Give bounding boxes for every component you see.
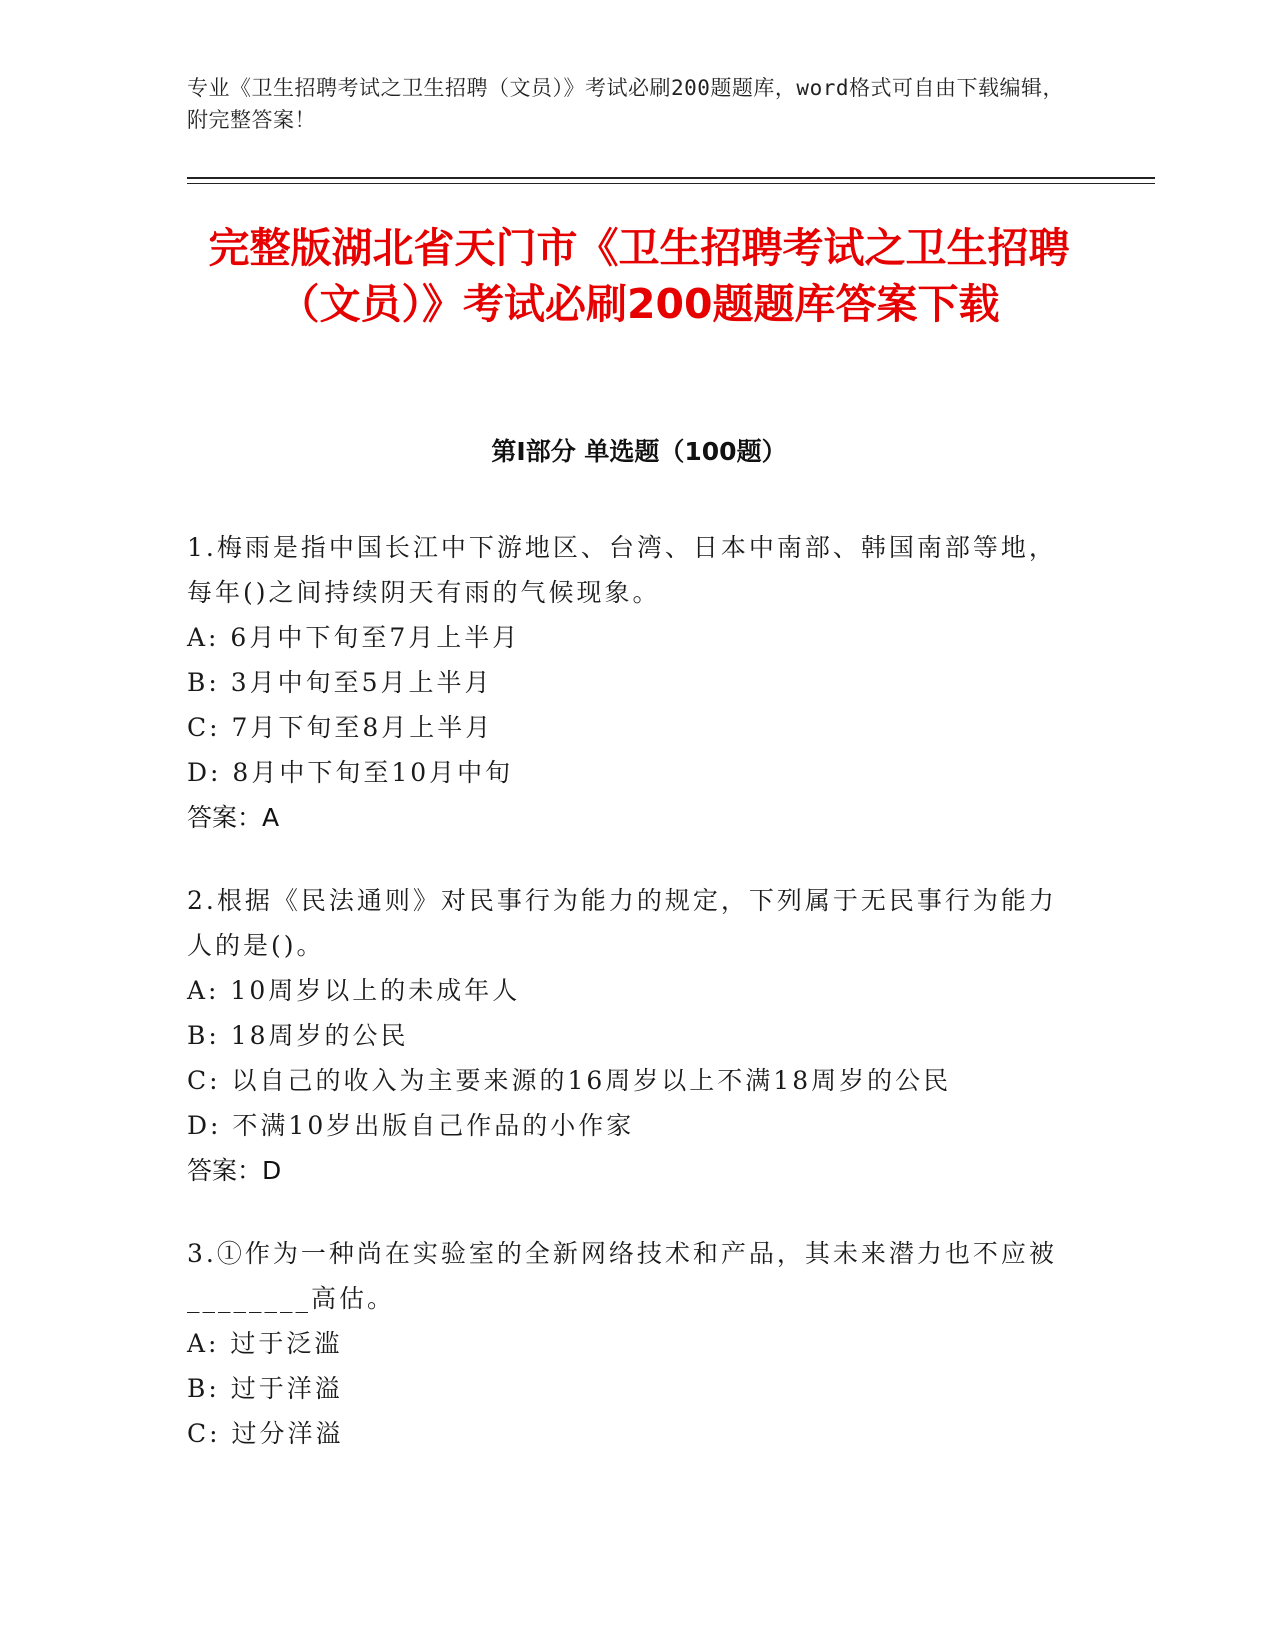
header-divider-thin bbox=[187, 183, 1155, 184]
option-b: B: 3月中旬至5月上半月 bbox=[187, 668, 493, 697]
answer: 答案：D bbox=[187, 1156, 282, 1185]
option-b: B: 过于洋溢 bbox=[187, 1374, 343, 1403]
option-d: D: 不满10岁出版自己作品的小作家 bbox=[187, 1111, 635, 1140]
question-list bbox=[187, 525, 1057, 1494]
option-b: B: 18周岁的公民 bbox=[187, 1021, 409, 1050]
question-2 bbox=[187, 878, 1057, 1193]
option-a: A: 6月中下旬至7月上半月 bbox=[187, 623, 521, 652]
header-divider-thick bbox=[187, 177, 1155, 179]
question-3 bbox=[187, 1231, 1057, 1456]
document-title: 完整版湖北省天门市《卫生招聘考试之卫生招聘（文员）》考试必刷200题题库答案下载 bbox=[208, 224, 1070, 328]
option-a: A: 过于泛滥 bbox=[187, 1329, 343, 1358]
answer: 答案：A bbox=[187, 803, 280, 832]
option-d: D: 8月中下旬至10月中旬 bbox=[187, 758, 514, 787]
section-title: 第I部分 单选题（100题） bbox=[491, 437, 787, 466]
question-stem: 2.根据《民法通则》对民事行为能力的规定，下列属于无民事行为能力人的是()。 bbox=[187, 886, 1057, 960]
question-stem: 3.①作为一种尚在实验室的全新网络技术和产品，其未来潜力也不应被________高估。 bbox=[187, 1239, 1057, 1313]
option-c: C: 以自己的收入为主要来源的16周岁以上不满18周岁的公民 bbox=[187, 1066, 952, 1095]
option-a: A: 10周岁以上的未成年人 bbox=[187, 976, 521, 1005]
question-1 bbox=[187, 525, 1057, 840]
header-note: 专业《卫生招聘考试之卫生招聘（文员）》考试必刷200题题库，word格式可自由下载编辑，附完整答案！ bbox=[187, 76, 1064, 132]
option-c: C: 过分洋溢 bbox=[187, 1419, 344, 1448]
question-stem: 1.梅雨是指中国长江中下游地区、台湾、日本中南部、韩国南部等地，每年()之间持续阴天有雨的气候现象。 bbox=[187, 533, 1057, 607]
option-c: C: 7月下旬至8月上半月 bbox=[187, 713, 494, 742]
